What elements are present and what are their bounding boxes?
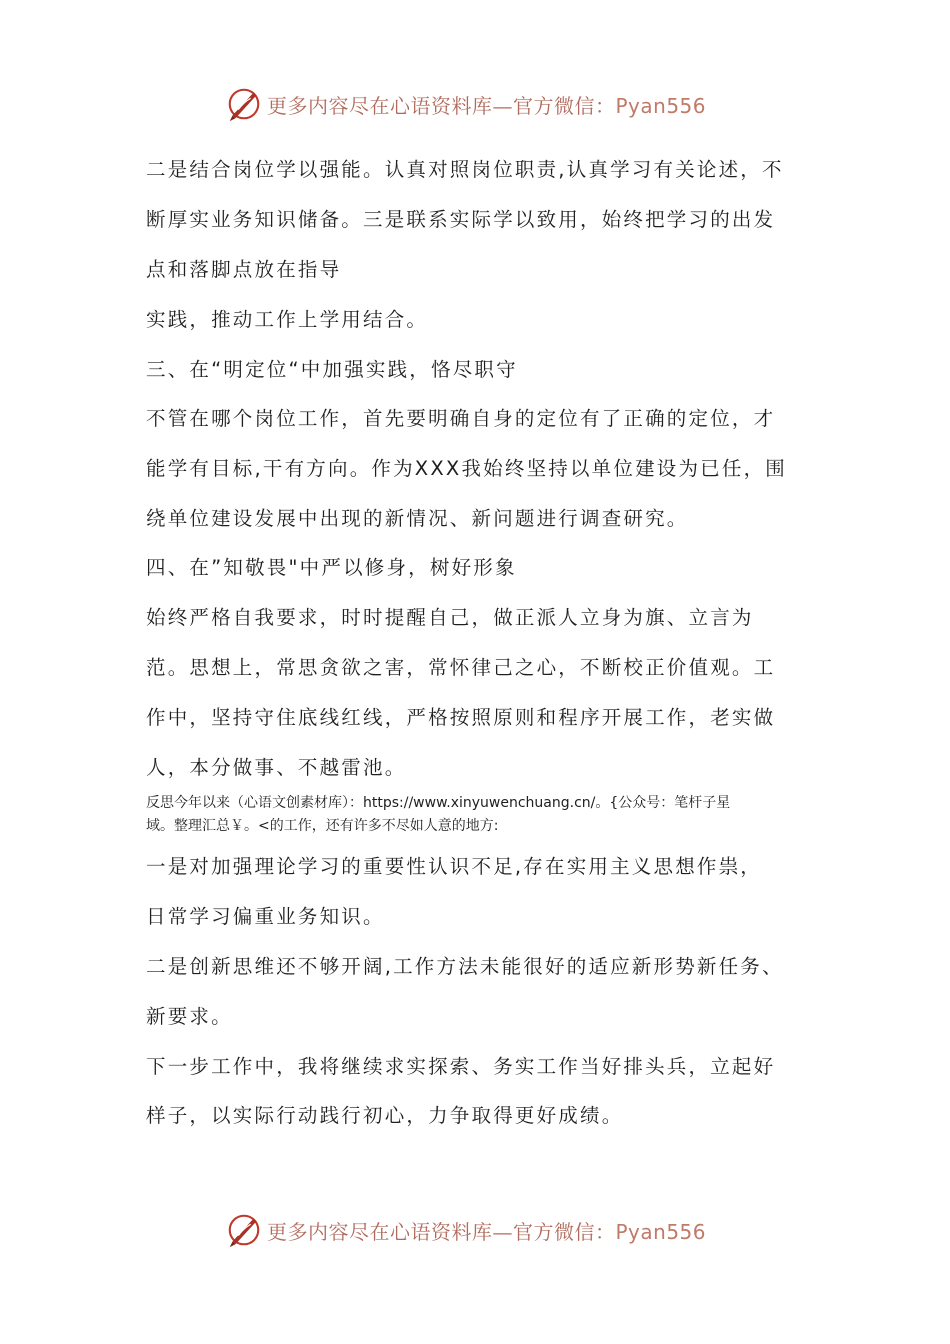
paragraph-line: 人，本分做事、不越雷池。 bbox=[146, 756, 407, 779]
paragraph-line: 断厚实业务知识储备。三是联系实际学以致用，始终把学习的出发 bbox=[146, 208, 776, 231]
paragraph-line: 始终严格自我要求，时时提醒自己，做正派人立身为旗、立言为 bbox=[146, 606, 754, 629]
paragraph-line: 样子，以实际行动践行初心，力争取得更好成绩。 bbox=[146, 1104, 624, 1127]
section-heading: 三、在“明定位“中加强实践，恪尽职守 bbox=[146, 358, 518, 381]
note-line: 域。整理汇总￥。<的工作，还有许多不尽如人意的地方: bbox=[146, 818, 499, 834]
wechat-id: Pyan556 bbox=[615, 93, 707, 118]
paragraph-line: 作中，坚持守住底线红线，严格按照原则和程序开展工作，老实做 bbox=[146, 706, 776, 729]
note-line: 反思今年以来（心语文创素材库）：https://www.xinyuwenchuang.cn/。{公众号：笔杆子星 bbox=[146, 795, 731, 811]
paragraph-line: 范。思想上，常思贪欲之害，常怀律己之心，不断校正价值观。工 bbox=[146, 656, 776, 679]
footer-banner bbox=[0, 1210, 950, 1250]
header-banner bbox=[0, 84, 950, 124]
paragraph-line: 下一步工作中，我将继续求实探索、务实工作当好排头兵，立起好 bbox=[146, 1055, 776, 1078]
paragraph-line: 实践，推动工作上学用结合。 bbox=[146, 308, 429, 331]
paragraph-line: 一是对加强理论学习的重要性认识不足,存在实用主义思想作祟， bbox=[146, 855, 762, 878]
paragraph-line: 绕单位建设发展中出现的新情况、新问题进行调查研究。 bbox=[146, 507, 689, 530]
section-heading: 四、在”知敬畏"中严以修身，树好形象 bbox=[146, 556, 517, 579]
paragraph-line: 二是结合岗位学以强能。认真对照岗位职责,认真学习有关论述，不 bbox=[146, 158, 784, 181]
pen-circle-logo-icon bbox=[225, 1211, 263, 1249]
pen-circle-logo-icon bbox=[225, 85, 263, 123]
paragraph-line: 二是创新思维还不够开阔,工作方法未能很好的适应新形势新任务、 bbox=[146, 955, 784, 978]
paragraph-line: 点和落脚点放在指导 bbox=[146, 258, 342, 281]
wechat-id: Pyan556 bbox=[615, 1219, 707, 1244]
paragraph-line: 新要求。 bbox=[146, 1005, 233, 1028]
banner-text: 更多内容尽在心语资料库—官方微信：Pyan556 bbox=[267, 1219, 707, 1244]
banner-text: 更多内容尽在心语资料库—官方微信：Pyan556 bbox=[267, 93, 707, 118]
paragraph-line: 不管在哪个岗位工作，首先要明确自身的定位有了正确的定位，才 bbox=[146, 407, 776, 430]
paragraph-line: 日常学习偏重业务知识。 bbox=[146, 905, 385, 928]
paragraph-line: 能学有目标,干有方向。作为XXX我始终坚持以单位建设为已任，围 bbox=[146, 457, 787, 480]
